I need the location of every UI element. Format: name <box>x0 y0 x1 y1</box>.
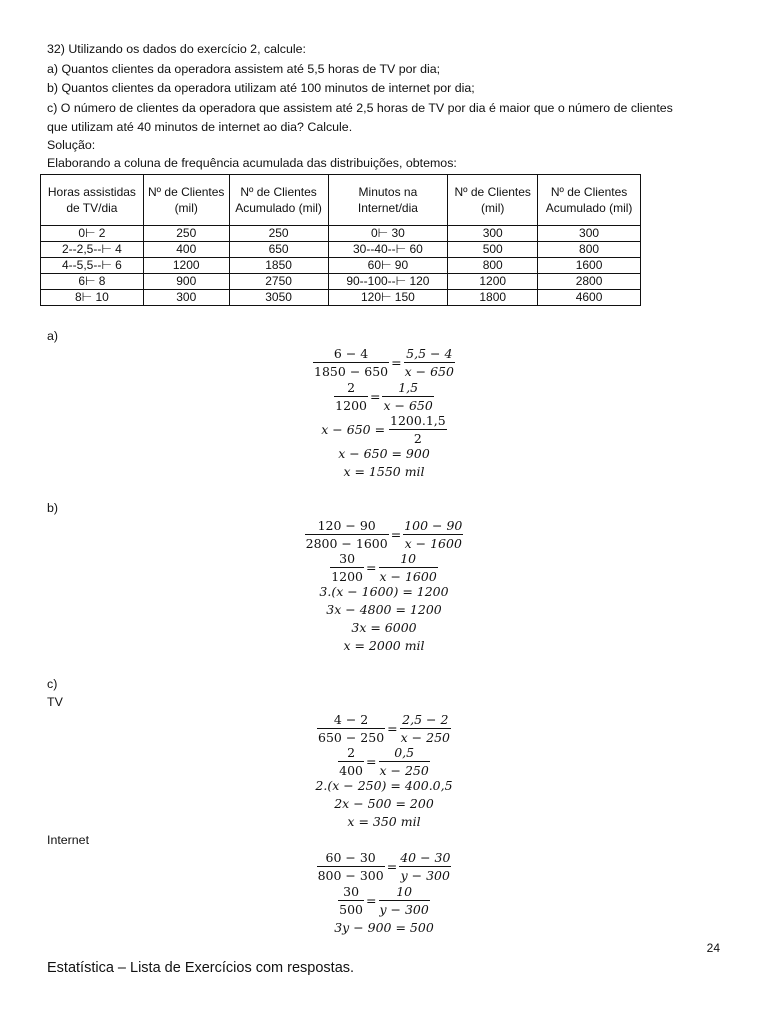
table-cell: 500 <box>448 242 538 258</box>
header-internet-cumulative: Nº de Clientes Acumulado (mil) <box>538 175 641 226</box>
fraction-denominator: x − 1600 <box>379 569 437 584</box>
fraction-numerator: 10 <box>379 884 430 901</box>
fraction <box>317 712 385 745</box>
table-cell: 1200 <box>143 258 229 274</box>
fraction <box>338 745 364 778</box>
header-internet-minutes: Minutos na Internet/dia <box>328 175 448 226</box>
table-cell: 800 <box>448 258 538 274</box>
part-a-label: a) <box>47 329 59 343</box>
table-row <box>41 290 641 306</box>
question-title: 32) Utilizando os dados do exercício 2, calcule: <box>47 42 306 56</box>
fraction-numerator: 30 <box>338 884 364 901</box>
fraction-denominator: x − 650 <box>383 398 433 413</box>
table-cell: 250 <box>229 226 328 242</box>
equation-b-6: x = 2000 mil <box>343 638 425 653</box>
table-cell: 300 <box>143 290 229 306</box>
table-cell: 90--100--⊢ 120 <box>328 274 448 290</box>
table-row <box>41 274 641 290</box>
fraction-denominator: x − 250 <box>379 763 429 778</box>
fraction-denominator: 2 <box>413 431 422 446</box>
fraction-numerator: 30 <box>330 551 364 568</box>
table-cell: 300 <box>538 226 641 242</box>
table-row <box>41 226 641 242</box>
page-footer: Estatística – Lista de Exercícios com respostas. <box>47 960 355 976</box>
part-b-label: b) <box>47 501 59 515</box>
table-cell: 4600 <box>538 290 641 306</box>
fraction-denominator: 1200 <box>331 569 364 584</box>
fraction-numerator: 4 − 2 <box>317 712 385 729</box>
fraction-denominator: 650 − 250 <box>318 730 385 745</box>
equation-b-4: 3x − 4800 = 1200 <box>326 602 442 617</box>
tv-label: TV <box>47 695 63 709</box>
table-row <box>41 258 641 274</box>
fraction <box>379 884 430 917</box>
fraction <box>389 413 447 446</box>
table-cell: 0⊢ 2 <box>41 226 144 242</box>
fraction-numerator: 5,5 − 4 <box>404 346 455 363</box>
equation-a-3 <box>0 413 768 446</box>
equation-a-1: $\frac{6 - 4}{1850 - 650}$ = $\frac{5,5 - 4}{x - 650}$ <box>314 346 454 379</box>
fraction-numerator: 1200.1,5 <box>390 413 446 428</box>
question-b: b) Quantos clientes da operadora utilizam até 100 minutos de internet por dia; <box>47 81 475 95</box>
fraction-denominator: y − 300 <box>379 902 429 917</box>
fraction <box>334 380 368 413</box>
fraction <box>379 745 430 778</box>
table-cell: 120⊢ 150 <box>328 290 448 306</box>
equation-c-tv-1: $\frac{4 - 2}{650 - 250}$ = $\frac{2,5 - 2}{x - 250}$ <box>318 712 450 745</box>
equation-a-4: x − 650 = 900 <box>338 446 430 461</box>
fraction-numerator: 60 − 30 <box>317 850 385 867</box>
fraction-numerator: 10 <box>379 551 438 568</box>
table-cell: 0⊢ 30 <box>328 226 448 242</box>
table-cell: 300 <box>448 226 538 242</box>
equation-b-2: $\frac{30}{1200}$ = $\frac{10}{x - 1600}$ <box>331 551 437 584</box>
page-number: 24 <box>706 941 720 955</box>
table-cell: 1850 <box>229 258 328 274</box>
equation-c-tv-4: 2x − 500 = 200 <box>334 796 434 811</box>
equation-b-3: 3.(x − 1600) = 1200 <box>319 584 449 599</box>
table-cell: 1600 <box>538 258 641 274</box>
frequency-table <box>40 174 641 306</box>
fraction <box>313 346 389 379</box>
fraction-denominator: y − 300 <box>400 868 450 883</box>
table-cell: 1800 <box>448 290 538 306</box>
fraction-numerator: 120 − 90 <box>305 518 389 535</box>
fraction-denominator: 400 <box>339 763 364 778</box>
fraction-denominator: 500 <box>339 902 364 917</box>
equation-c-internet-3: 3y − 900 = 500 <box>334 920 434 935</box>
equation-c-internet-1: $\frac{60 - 30}{800 - 300}$ = $\frac{40 - 30}{y - 300}$ <box>317 850 451 883</box>
table-cell: 2--2,5--⊢ 4 <box>41 242 144 258</box>
fraction-denominator: 1200 <box>335 398 367 413</box>
table-cell: 8⊢ 10 <box>41 290 144 306</box>
fraction <box>330 551 364 584</box>
fraction <box>338 884 364 917</box>
table-cell: 3050 <box>229 290 328 306</box>
table-cell: 30--40--⊢ 60 <box>328 242 448 258</box>
equation-a-2: $\frac{2}{1200}$ = $\frac{1,5}{x - 650}$ <box>335 380 433 413</box>
equation-b-5: 3x = 6000 <box>351 620 417 635</box>
table-cell: 60⊢ 90 <box>328 258 448 274</box>
table-cell: 250 <box>143 226 229 242</box>
fraction-numerator: 1,5 <box>382 380 433 397</box>
table-cell: 2750 <box>229 274 328 290</box>
internet-label: Internet <box>47 833 90 847</box>
fraction-denominator: 2800 − 1600 <box>305 536 388 551</box>
fraction <box>400 712 451 745</box>
fraction <box>382 380 433 413</box>
solution-label: Solução: <box>47 138 96 152</box>
table-cell: 4--5,5--⊢ 6 <box>41 258 144 274</box>
header-internet-clients: Nº de Clientes (mil) <box>448 175 538 226</box>
fraction <box>305 518 389 551</box>
fraction-numerator: 2,5 − 2 <box>400 712 451 729</box>
part-c-label: c) <box>47 677 58 691</box>
equation-text: x − 650 = <box>321 422 390 437</box>
fraction-denominator: 1850 − 650 <box>314 364 389 379</box>
fraction <box>404 346 455 379</box>
table-cell: 800 <box>538 242 641 258</box>
question-c-line2: que utilizam até 40 minutos de internet ao dia? Calcule. <box>47 120 353 134</box>
fraction-numerator: 40 − 30 <box>400 850 451 865</box>
equation-c-tv-2: $\frac{2}{400}$ = $\frac{0,5}{x - 250}$ <box>339 745 429 778</box>
table-cell: 900 <box>143 274 229 290</box>
fraction-denominator: 800 − 300 <box>317 868 384 883</box>
equation-a-5: x = 1550 mil <box>343 464 425 479</box>
fraction <box>403 518 463 551</box>
equation-c-internet-2: $\frac{30}{500}$ = $\frac{10}{y - 300}$ <box>339 884 429 917</box>
solution-intro: Elaborando a coluna de frequência acumulada das distribuições, obtemos: <box>47 156 457 170</box>
fraction <box>379 551 438 584</box>
equation-c-tv-3: 2.(x − 250) = 400.0,5 <box>315 778 453 793</box>
fraction-denominator: x − 250 <box>400 730 450 745</box>
fraction-denominator: x − 1600 <box>404 536 462 551</box>
equation-b-1: $\frac{120 - 90}{2800 - 1600}$ = $\frac{100 - 90}{x - 1600}$ <box>305 518 463 551</box>
table-cell: 650 <box>229 242 328 258</box>
question-a: a) Quantos clientes da operadora assistem até 5,5 horas de TV por dia; <box>47 62 441 76</box>
fraction-numerator: 2 <box>334 380 368 397</box>
equation-c-tv-5: x = 350 mil <box>347 814 421 829</box>
table-cell: 2800 <box>538 274 641 290</box>
table-cell: 400 <box>143 242 229 258</box>
table-cell: 6⊢ 8 <box>41 274 144 290</box>
fraction <box>317 850 385 883</box>
fraction-numerator: 100 − 90 <box>404 518 463 533</box>
header-tv-cumulative: Nº de Clientes Acumulado (mil) <box>229 175 328 226</box>
fraction-denominator: x − 650 <box>404 364 454 379</box>
fraction-numerator: 2 <box>338 745 364 762</box>
table-cell: 1200 <box>448 274 538 290</box>
table-header-row <box>41 175 641 226</box>
header-tv-clients: Nº de Clientes (mil) <box>143 175 229 226</box>
fraction <box>399 850 451 883</box>
question-c-line1: c) O número de clientes da operadora que assistem até 2,5 horas de TV por dia é maior que o número de clientes <box>47 101 673 115</box>
fraction-numerator: 0,5 <box>379 745 430 762</box>
header-tv-hours: Horas assistidas de TV/dia <box>41 175 144 226</box>
fraction-numerator: 6 − 4 <box>313 346 389 363</box>
table-row <box>41 242 641 258</box>
